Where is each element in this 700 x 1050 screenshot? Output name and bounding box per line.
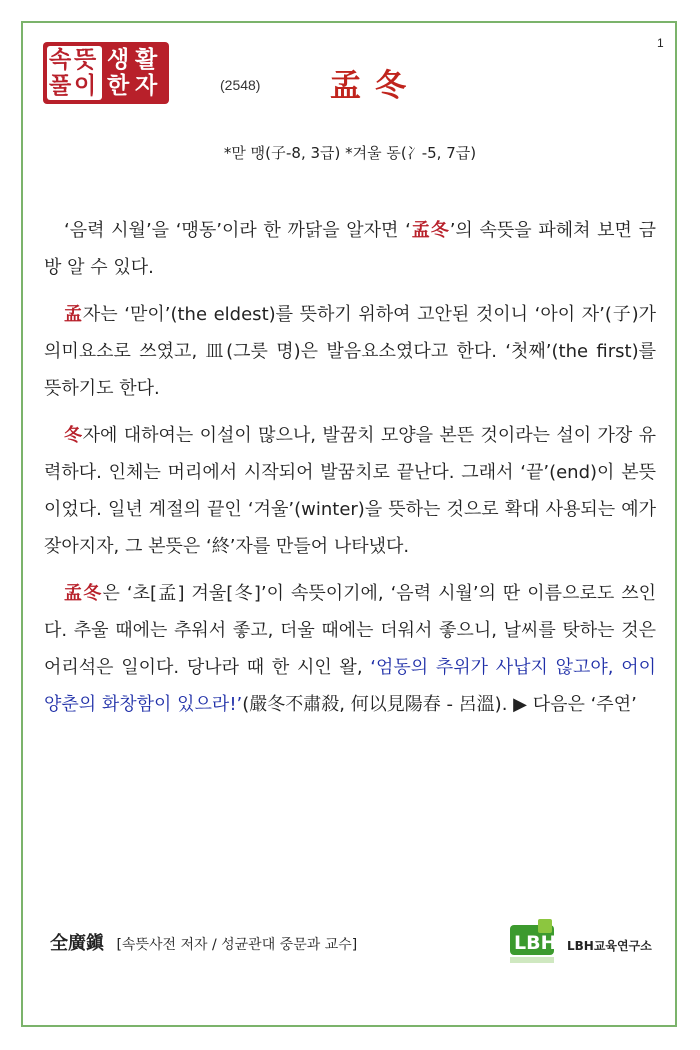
logo-char: 풀 (49, 73, 72, 99)
character-info: *맏 맹(子-8, 3급) *겨울 동(冫-5, 7급) (223, 144, 477, 162)
paragraph-2 (44, 296, 656, 407)
highlight-hanja: 孟冬 (64, 583, 103, 604)
text-span: ‘음력 시월’을 ‘맹동’이라 한 까닭을 알자면 ‘ (64, 220, 411, 241)
serial-number: (2548) (220, 77, 261, 93)
highlight-hanja: 孟 (64, 304, 83, 325)
text-span: 은 ‘초[孟] 겨울[冬]’이 속뜻이기에, ‘음력 시월’의 딴 이름으로도 쓰인다. 추울 때에는 추워서 좋고, 더울 때에는 더워서 좋으니, 날씨를 탓하는 것은 어리석은 일이다. 당나라 때 한 시인 왈, (44, 583, 656, 678)
text-span: 자는 ‘맏이’(the eldest)를 뜻하기 위하여 고안된 것이니 ‘아이 자’(子)가 의미요소로 쓰였고, 皿(그릇 명)은 발음요소였다고 한다. ‘첫째’(the first)를 뜻하기도 한다. (44, 304, 657, 399)
paragraph-1 (44, 212, 656, 286)
quote-text: ‘엄동의 추위가 사납지 않고야, 어이 양춘의 화창함이 있으라!’ (44, 657, 656, 715)
logo-char: 생 (107, 47, 130, 73)
page-number: 1 (657, 36, 664, 50)
highlight-hanja: 孟冬 (410, 220, 450, 241)
paragraph-4 (44, 575, 656, 723)
author-line (50, 929, 357, 955)
page-title: 孟冬 (330, 68, 420, 104)
article-body (44, 212, 656, 733)
series-logo (43, 42, 169, 104)
logo-char: 자 (135, 73, 158, 99)
lbh-logo-icon (508, 917, 556, 967)
text-span: (嚴冬不肅殺, 何以見陽春 - 呂溫). ▶ 다음은 ‘주연’ (242, 694, 637, 715)
brand-name: LBH교육연구소 (567, 939, 652, 953)
author-name: 全廣鎭 (50, 933, 104, 954)
highlight-hanja: 冬 (64, 425, 83, 446)
author-affiliation: [속뜻사전 저자 / 성균관대 중문과 교수] (116, 937, 358, 953)
paragraph-3 (44, 417, 656, 565)
lbh-logo-text: LBH (514, 932, 556, 954)
logo-char: 속 (49, 47, 72, 73)
logo-char: 뜻 (74, 47, 97, 73)
logo-char: 한 (107, 73, 130, 99)
logo-char: 이 (74, 73, 97, 99)
logo-char: 활 (135, 47, 158, 73)
text-span: 자에 대하여는 이설이 많으나, 발꿈치 모양을 본뜬 것이라는 설이 가장 유력하다. 인체는 머리에서 시작되어 발꿈치로 끝난다. 그래서 ‘끝’(end)이 본뜻이었다. 일년 계절의 끝인 ‘겨울’(winter)을 뜻하는 것으로 확대 사용되는 예가 잦아지자, 그 본뜻은 ‘終’자를 만들어 나타냈다. (44, 425, 657, 557)
text-span: ’의 속뜻을 파헤쳐 보면 금방 알 수 있다. (44, 220, 656, 278)
